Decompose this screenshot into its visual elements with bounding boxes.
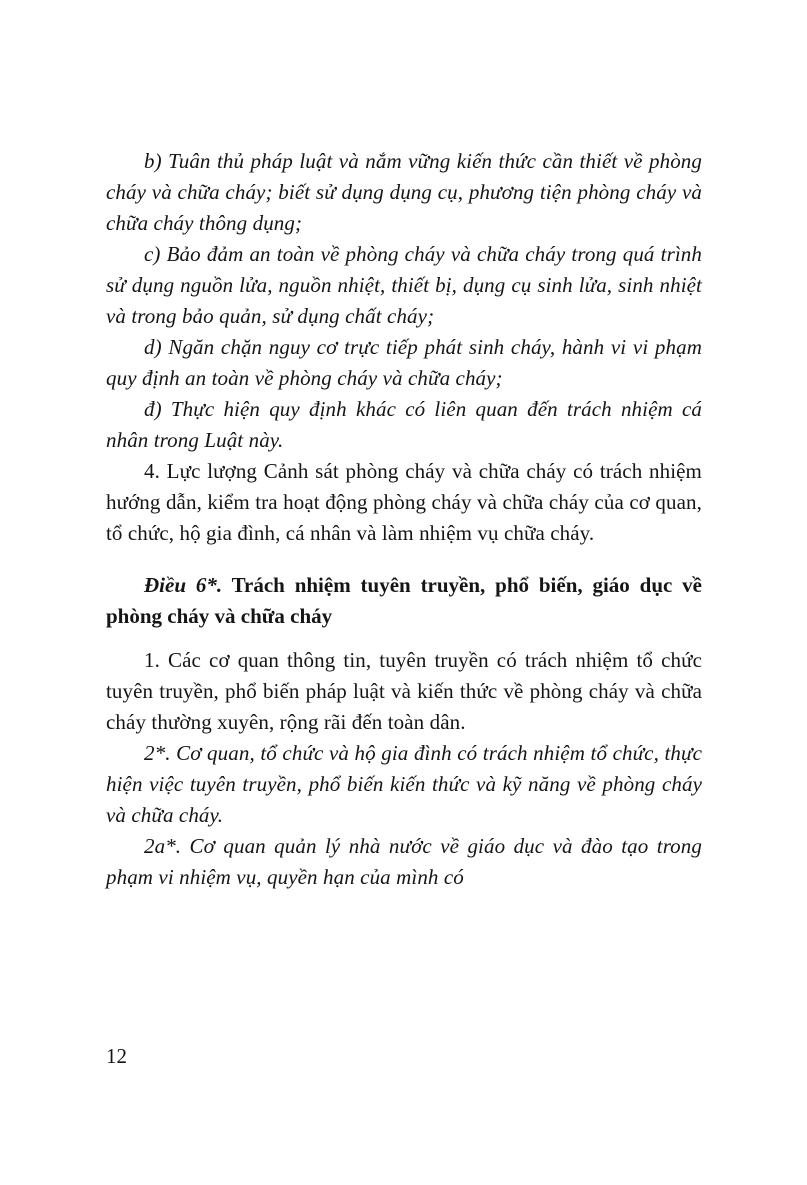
paragraph: 1. Các cơ quan thông tin, tuyên truyền có trách nhiệm tổ chức tuyên truyền, phổ biến pháp luật và kiến thức về phòng cháy và chữa cháy thường xuyên, rộng rãi đến toàn dân. — [106, 648, 702, 734]
paragraph: b) Tuân thủ pháp luật và nắm vững kiến thức cần thiết về phòng cháy và chữa cháy; biết sử dụng dụng cụ, phương tiện phòng cháy và chữa cháy thông dụng; — [106, 149, 702, 235]
section-heading-number: Điều 6*. — [144, 573, 223, 597]
paragraph: c) Bảo đảm an toàn về phòng cháy và chữa cháy trong quá trình sử dụng nguồn lửa, nguồn nhiệt, thiết bị, dụng cụ sinh lửa, sinh nhiệt và trong bảo quản, sử dụng chất cháy; — [106, 242, 702, 328]
section-heading — [106, 570, 702, 632]
page-number: 12 — [106, 1044, 127, 1068]
paragraph: 4. Lực lượng Cảnh sát phòng cháy và chữa cháy có trách nhiệm hướng dẫn, kiểm tra hoạt động phòng cháy và chữa cháy của cơ quan, tổ chức, hộ gia đình, cá nhân và làm nhiệm vụ chữa cháy. — [106, 459, 702, 545]
paragraph: 2a*. Cơ quan quản lý nhà nước về giáo dục và đào tạo trong phạm vi nhiệm vụ, quyền hạn của mình có — [106, 834, 702, 889]
paragraph: 2*. Cơ quan, tổ chức và hộ gia đình có trách nhiệm tổ chức, thực hiện việc tuyên truyền, phổ biến kiến thức và kỹ năng về phòng cháy và chữa cháy. — [106, 741, 702, 827]
paragraph: d) Ngăn chặn nguy cơ trực tiếp phát sinh cháy, hành vi vi phạm quy định an toàn về phòng cháy và chữa cháy; — [106, 335, 702, 390]
document-body — [106, 146, 702, 893]
section-heading-title: Trách nhiệm tuyên truyền, phổ biến, giáo dục về phòng cháy và chữa cháy — [106, 573, 702, 628]
paragraph: đ) Thực hiện quy định khác có liên quan đến trách nhiệm cá nhân trong Luật này. — [106, 397, 702, 452]
